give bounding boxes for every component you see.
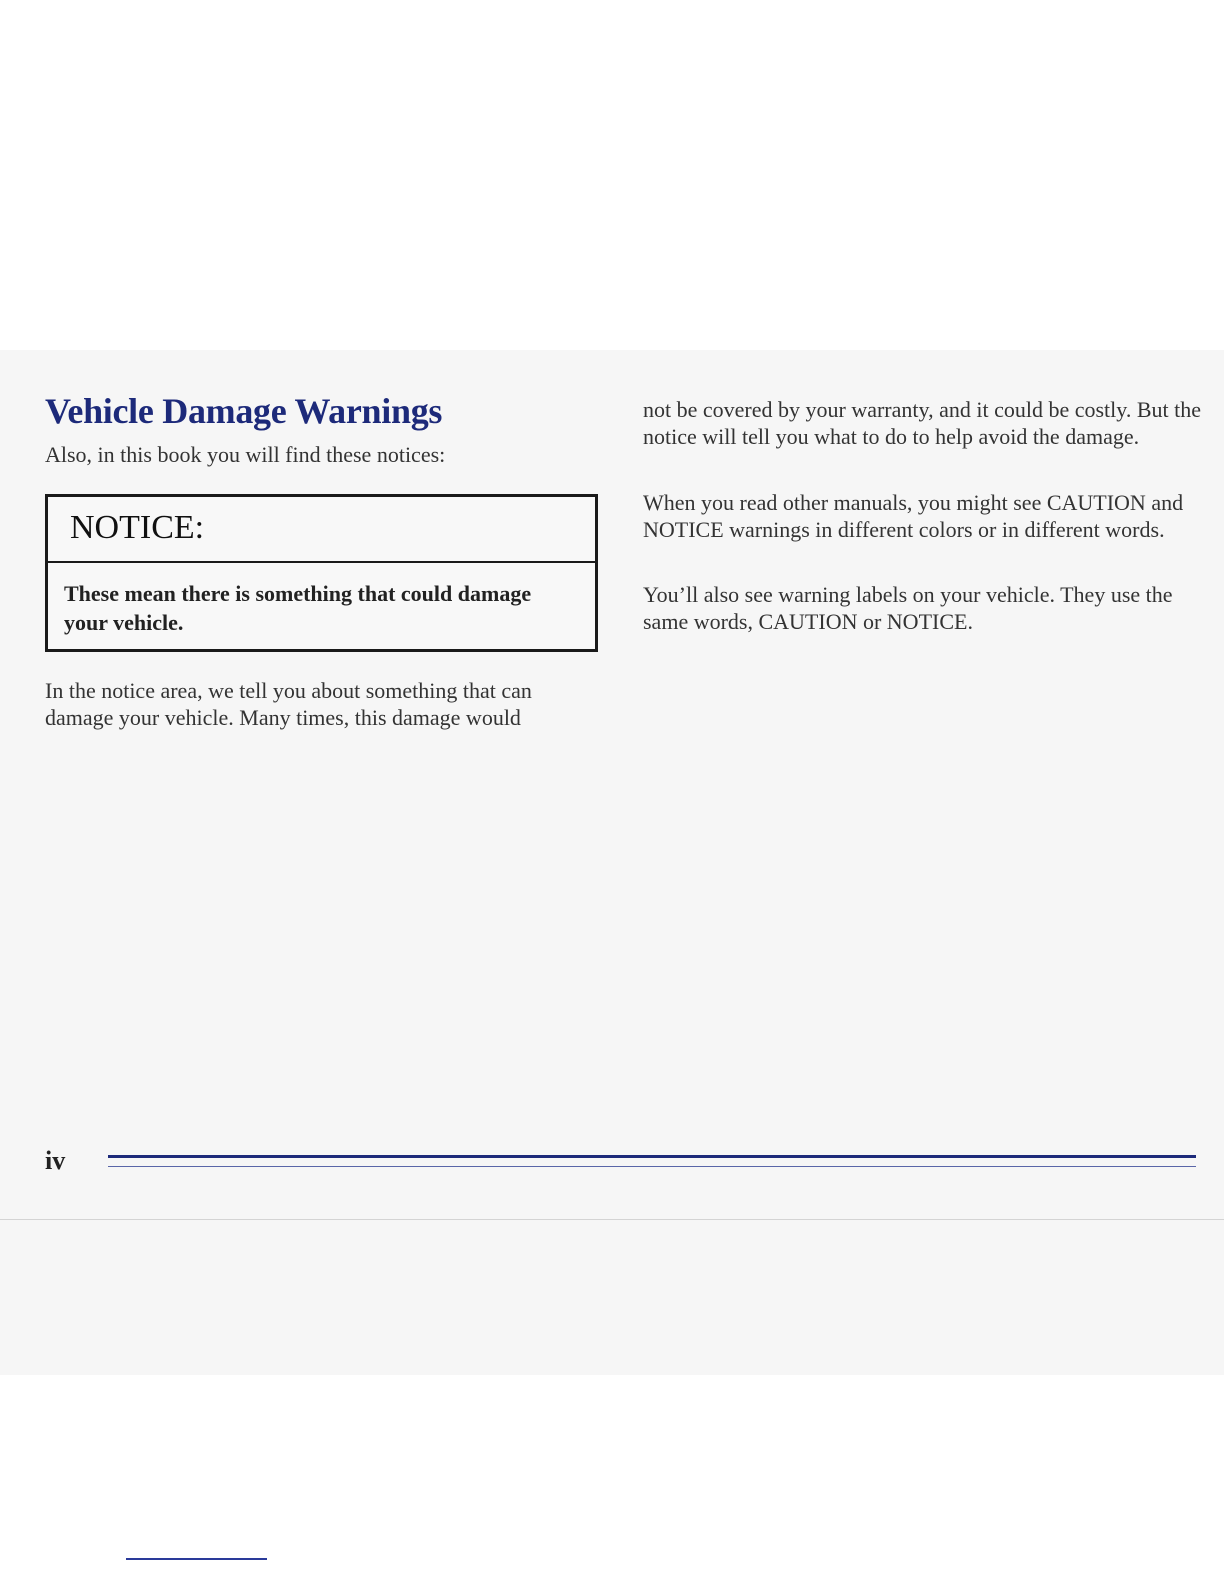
- notice-box: [45, 494, 598, 652]
- warning-labels-paragraph: You’ll also see warning labels on your vehicle. They use the same words, CAUTION or NOTICE.: [643, 582, 1173, 634]
- section-heading: Vehicle Damage Warnings: [45, 391, 443, 431]
- notice-body: These mean there is something that could damage your vehicle.: [64, 581, 532, 635]
- scan-edge-line: [0, 1219, 1224, 1220]
- other-manuals-paragraph: When you read other manuals, you might see CAUTION and NOTICE warnings in different colors or in different words.: [643, 490, 1184, 542]
- footer-rule: [108, 1155, 1196, 1158]
- warranty-paragraph: not be covered by your warranty, and it could be costly. But the notice will tell you what to do to help avoid the damage.: [643, 397, 1201, 449]
- intro-paragraph: Also, in this book you will find these notices:: [45, 442, 446, 467]
- notice-area-paragraph: In the notice area, we tell you about something that can damage your vehicle. Many times, this damage would: [45, 678, 532, 730]
- page-number: iv: [45, 1146, 66, 1175]
- notice-divider: [48, 561, 595, 563]
- stray-mark: [126, 1558, 267, 1560]
- notice-title: NOTICE:: [70, 509, 205, 546]
- footer-rule-thin: [108, 1166, 1196, 1167]
